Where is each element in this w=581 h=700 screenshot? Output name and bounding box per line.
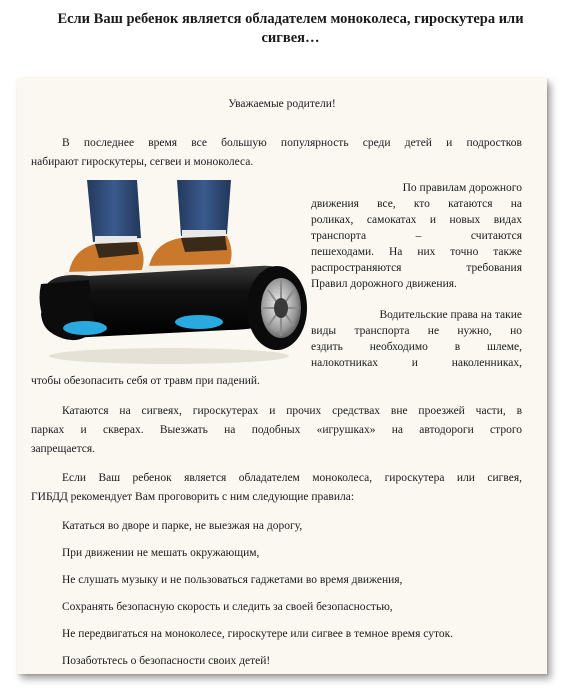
heading-line-1: Если Ваш ребенок является обладателем моноколеса, гироскутера или [57,11,524,27]
rule-item: Не передвигаться на моноколесе, гироскутере или сигвее в темное время суток. [62,628,454,640]
license-line-5: чтобы обезопасить себя от травм при падений. [31,375,260,387]
page-heading [20,10,561,48]
intro-line-2: набирают гироскутеры, сегвеи и моноколеса. [31,156,254,168]
license-line-3: ездить необходимо в шлеме, [311,341,522,353]
riding-line-1: Катаются на сигвеях, гироскутерах и прочих средствах вне проезжей части, в [62,405,522,417]
license-line-1: Водительские права на такие [379,309,522,321]
license-line-2: виды транспорта не нужно, но [311,325,522,337]
document-sheet [17,78,547,674]
heading-line-2: сигвея… [261,30,320,46]
rules-line-5: пешеходами. На них точно также [311,246,522,258]
rules-line-2: движения все, кто катаются на [311,198,522,210]
rule-item: При движении не мешать окружающим, [62,547,260,559]
advice-line-2: ГИБДД рекомендует Вам проговорить с ним следующие правила: [31,491,355,503]
hoverboard-photo-icon [29,180,309,385]
rules-line-1: По правилам дорожного [402,182,522,194]
greeting: Уважаемые родители! [228,98,336,110]
rules-line-4: транспорта – считаются [311,230,522,242]
advice-line-1: Если Ваш ребенок является обладателем моноколеса, гироскутера или сигвея, [62,472,522,484]
riding-line-3: запрещается. [31,443,96,455]
rule-item: Не слушать музыку и не пользоваться гаджетами во время движения, [62,574,403,586]
rules-line-7: Правил дорожного движения. [311,278,457,290]
rule-item: Сохранять безопасную скорость и следить за своей безопасностью, [62,601,393,613]
rules-line-3: роликах, самокатах и новых видах [311,214,522,226]
rules-line-6: распространяются требования [311,262,522,274]
riding-line-2: парках и скверах. Выезжать на подобных «игрушках» на автодороги строго [31,424,522,436]
intro-line-1: В последнее время все большую популярность среди детей и подростков [62,137,522,149]
license-line-4: налокотниках и наколенниках, [311,357,522,369]
rule-item: Кататься во дворе и парке, не выезжая на дорогу, [62,520,303,532]
closing-line: Позаботьтесь о безопасности своих детей! [62,655,271,667]
